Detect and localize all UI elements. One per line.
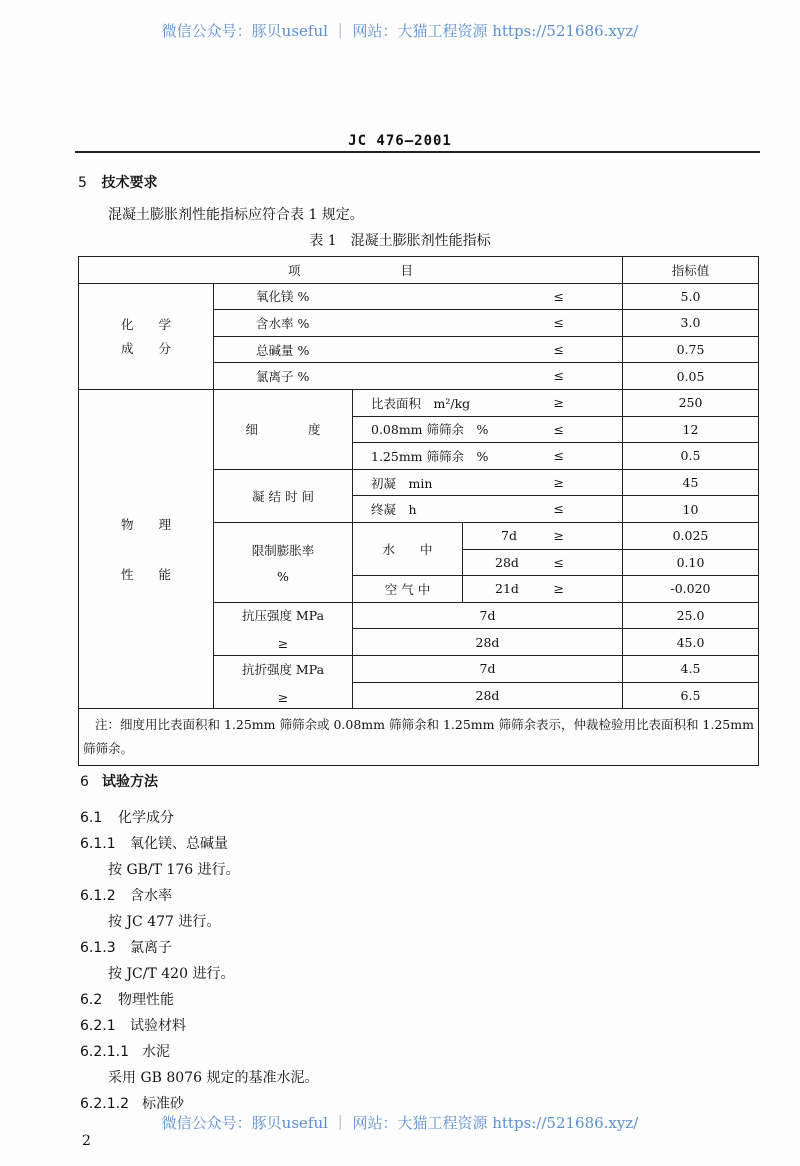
body-line: [80, 1093, 184, 1113]
phys-group: 物 理 性 能: [79, 389, 214, 708]
value: 10: [623, 496, 759, 523]
clause-number: 6.1.2: [80, 888, 116, 904]
body-line: [80, 1015, 186, 1035]
clause-text: 按 GB/T 176 进行。: [108, 862, 240, 878]
table-row-item: 氯离子 % ≤: [214, 363, 623, 390]
air-label: 空 气 中: [353, 576, 463, 603]
body-line: [108, 963, 234, 983]
value: 45: [623, 469, 759, 496]
value: 0.10: [623, 549, 759, 576]
value: 6.5: [623, 682, 759, 709]
value: -0.020: [623, 576, 759, 603]
value: 0.75: [623, 336, 759, 363]
value: 0.05: [623, 363, 759, 390]
value: 25.0: [623, 602, 759, 629]
body-line: [80, 885, 172, 905]
clause-number: 6.1: [80, 810, 103, 826]
table-row-item: 含水率 % ≤: [214, 310, 623, 337]
value: 45.0: [623, 629, 759, 656]
body-line: [108, 1067, 318, 1087]
value: 250: [623, 389, 759, 416]
setting-label: 凝 结 时 间: [214, 469, 353, 522]
clause-number: 6.2.1: [80, 1018, 116, 1034]
table-row-item: 28d ≤: [463, 549, 623, 576]
fineness-label: 细 度: [214, 389, 353, 469]
clause-text: 按 JC/T 420 进行。: [108, 966, 235, 982]
age: 28d: [353, 682, 623, 709]
watermark-bottom: 微信公众号：豚贝useful ｜ 网站：大猫工程资源 https://521686.xyz/: [161, 1114, 639, 1132]
body-line: [80, 807, 174, 827]
clause-text: 试验材料: [130, 1018, 186, 1034]
body-line: [80, 833, 228, 853]
page-number: 2: [82, 1133, 91, 1149]
clause-text: 水泥: [142, 1044, 170, 1060]
clause-text: 氧化镁、总碱量: [130, 836, 228, 852]
clause-number: 6: [80, 774, 89, 790]
body-line: [108, 911, 220, 931]
clause-text: 标准砂: [142, 1096, 184, 1112]
flexural-label: 抗折强度 MPa ≥: [214, 655, 353, 708]
body-line: [80, 771, 158, 791]
header-rule: [75, 151, 760, 153]
table-row-item: 终凝 h ≤: [353, 496, 623, 523]
table-row-item: 7d ≥: [463, 522, 623, 549]
clause-number: 6.1.1: [80, 836, 116, 852]
chem-group: 化 学 成 分: [79, 283, 214, 389]
body-line: [80, 989, 174, 1009]
header-item: 项 目: [79, 257, 623, 284]
value: 12: [623, 416, 759, 443]
age: 7d: [353, 655, 623, 682]
table-caption: 表 1 混凝土膨胀剂性能指标: [309, 233, 491, 249]
table-row-item: 21d ≥: [463, 576, 623, 603]
clause-text: 物理性能: [118, 992, 174, 1008]
clause-number: 6.2.1.1: [80, 1044, 129, 1060]
clause-text: 化学成分: [118, 810, 174, 826]
compressive-label: 抗压强度 MPa ≥: [214, 602, 353, 655]
table-row-item: 比表面积 m²/kg ≥: [353, 389, 623, 416]
value: 0.025: [623, 522, 759, 549]
clause-text: 试验方法: [102, 774, 158, 790]
clause-text: 氯离子: [130, 940, 172, 956]
value: 3.0: [623, 310, 759, 337]
clause-number: 6.2: [80, 992, 103, 1008]
clause-text: 采用 GB 8076 规定的基准水泥。: [108, 1070, 319, 1086]
table-row-item: 初凝 min ≥: [353, 469, 623, 496]
table-row-item: 1.25mm 筛筛余 % ≤: [353, 443, 623, 470]
body-line: [108, 859, 240, 879]
value: 4.5: [623, 655, 759, 682]
value: 5.0: [623, 283, 759, 310]
clause-text: 含水率: [130, 888, 172, 904]
body-line: [80, 1041, 170, 1061]
watermark-top: 微信公众号：豚贝useful ｜ 网站：大猫工程资源 https://521686.xyz/: [161, 22, 639, 40]
performance-table: [78, 256, 759, 766]
table-row-item: 0.08mm 筛筛余 % ≤: [353, 416, 623, 443]
value: 0.5: [623, 443, 759, 470]
expansion-label: 限制膨胀率 %: [214, 522, 353, 602]
table-note: 注：细度用比表面积和 1.25mm 筛筛余或 0.08mm 筛筛余和 1.25mm 筛筛余表示，仲裁检验用比表面积和 1.25mm 筛筛余。: [79, 709, 759, 766]
age: 7d: [353, 602, 623, 629]
table-row-item: 氧化镁 % ≤: [214, 283, 623, 310]
section-5-text: 混凝土膨胀剂性能指标应符合表 1 规定。: [108, 207, 364, 223]
clause-number: 6.1.3: [80, 940, 116, 956]
age: 28d: [353, 629, 623, 656]
standard-header: JC 476—2001: [348, 133, 452, 149]
table-row-item: 总碱量 % ≤: [214, 336, 623, 363]
header-value: 指标值: [623, 257, 759, 284]
body-line: [80, 937, 172, 957]
clause-number: 6.2.1.2: [80, 1096, 129, 1112]
clause-text: 按 JC 477 进行。: [108, 914, 221, 930]
water-label: 水 中: [353, 522, 463, 575]
section-5-heading: 5 技术要求: [78, 175, 158, 191]
